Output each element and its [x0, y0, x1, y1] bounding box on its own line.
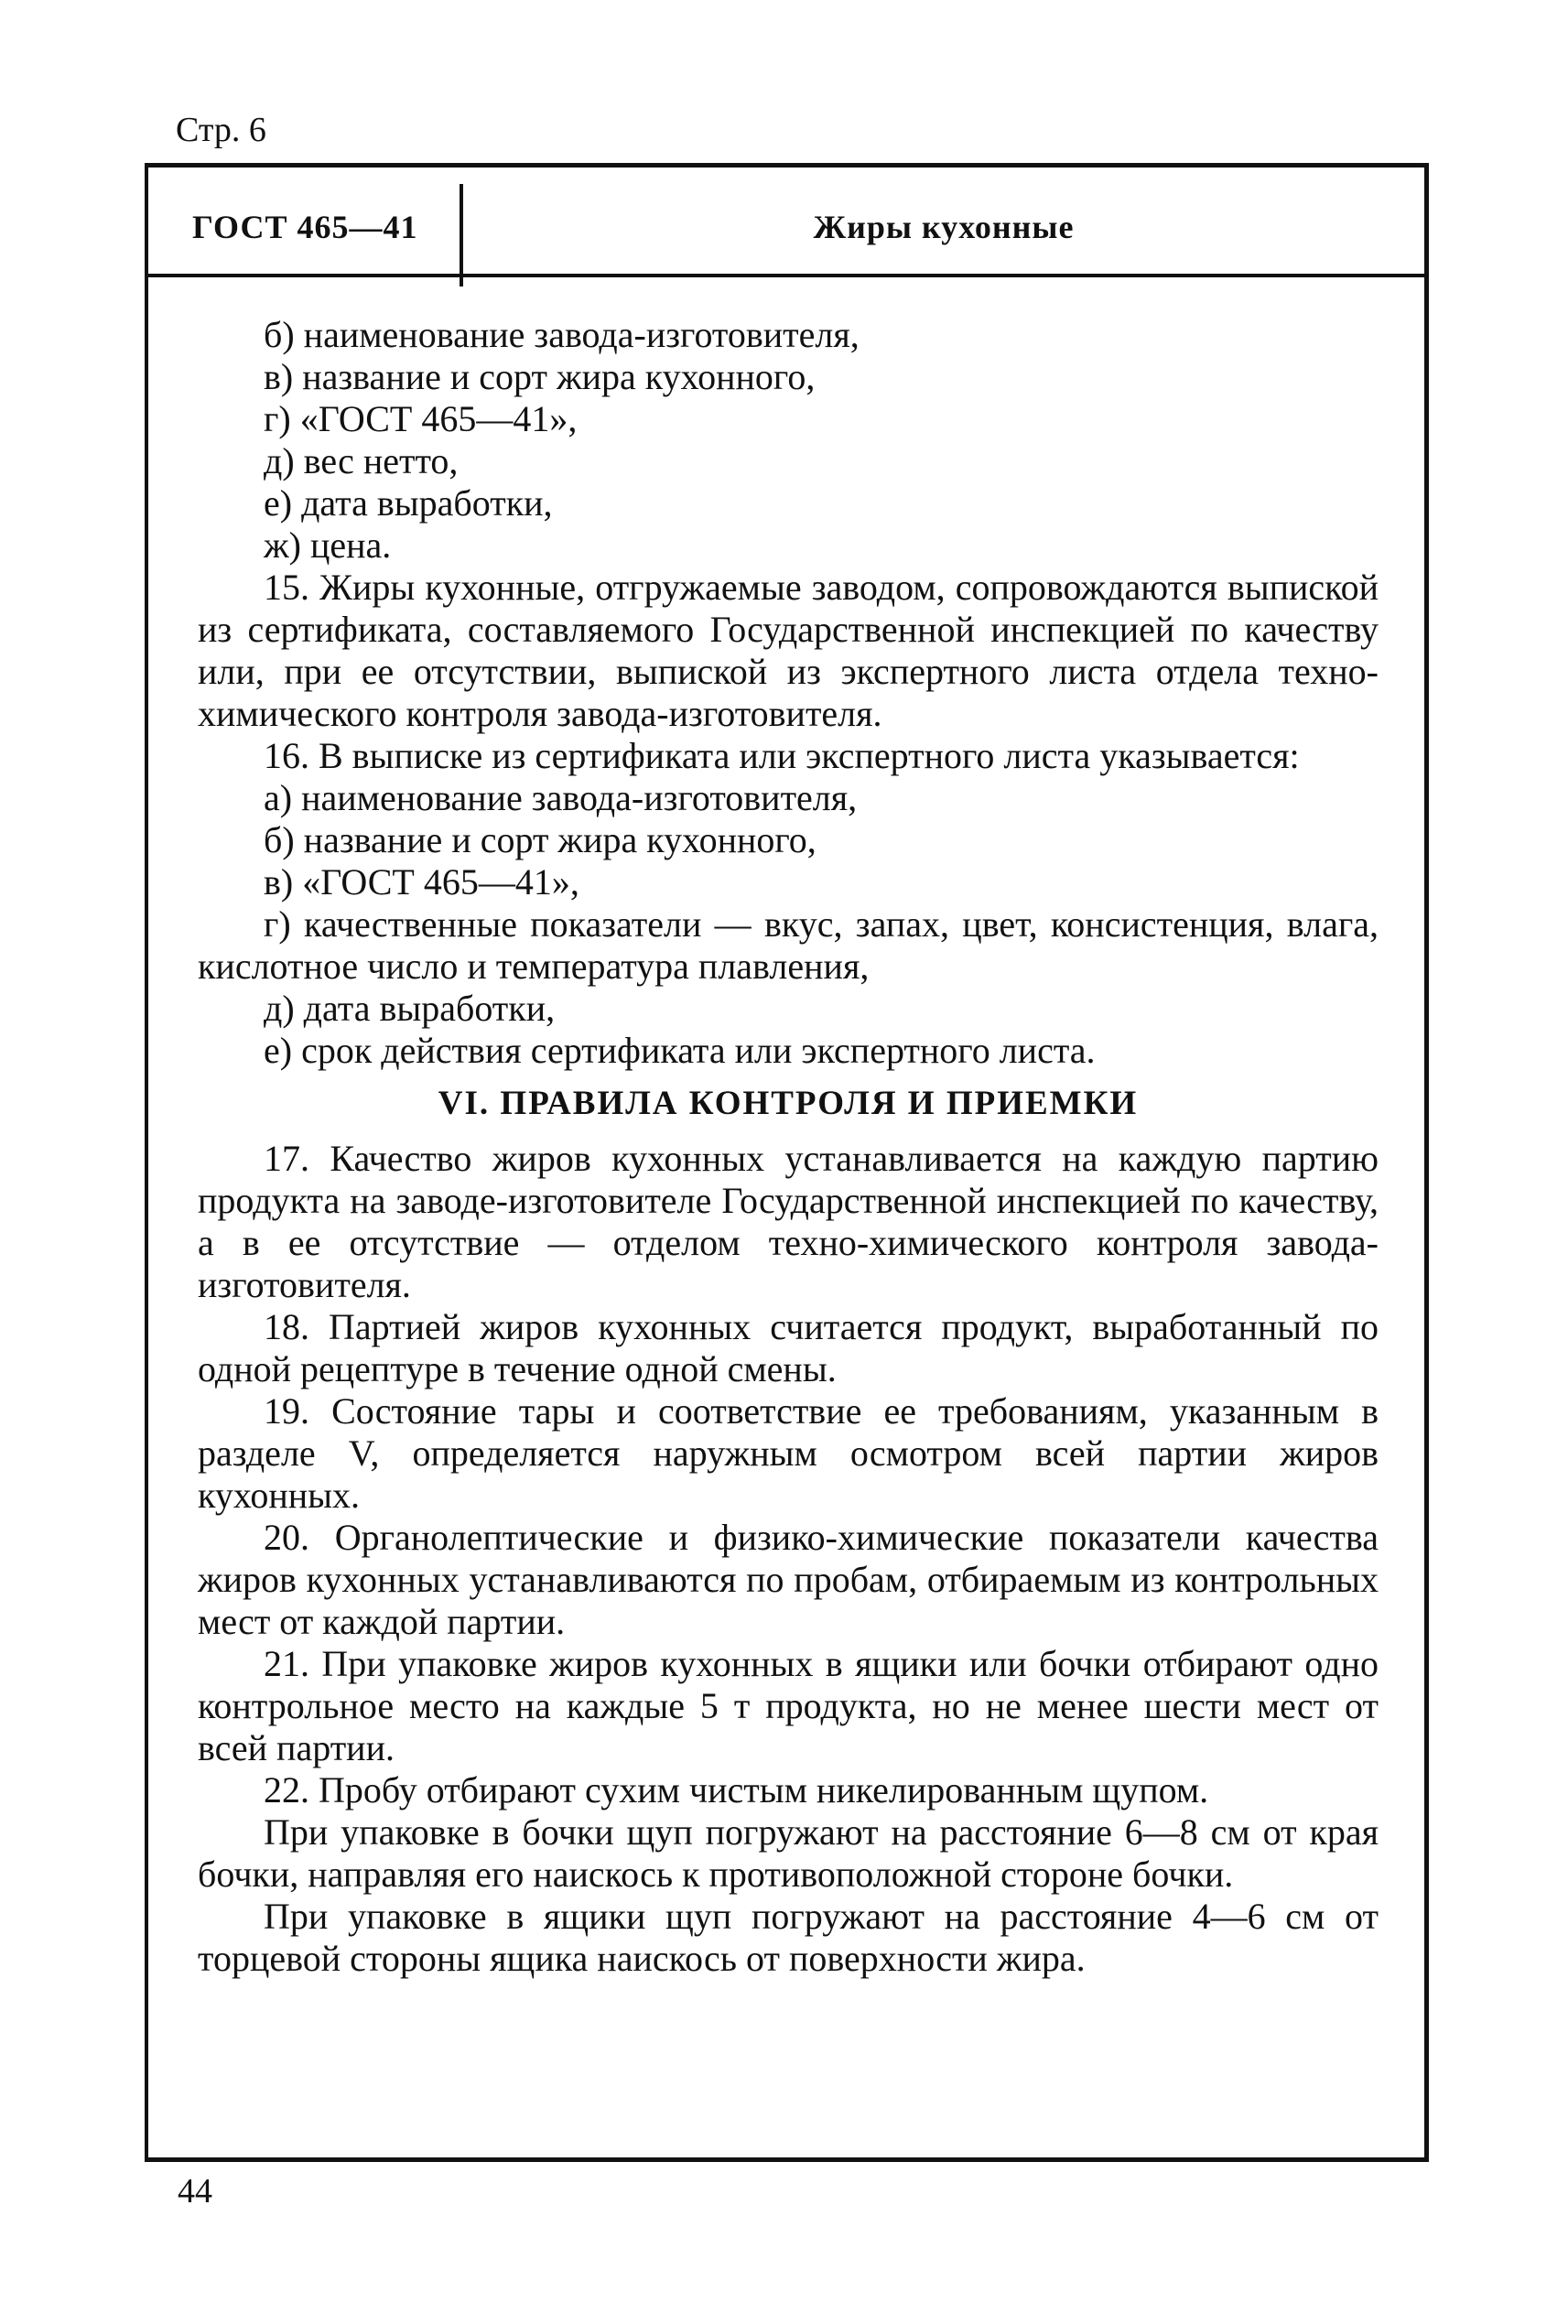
- paragraph-18: 18. Партией жиров кухонных считается продукт, выработанный по одной рецептуре в течение одной смены.: [198, 1306, 1379, 1389]
- page-number: 44: [178, 2172, 212, 2211]
- list-item: б) название и сорт жира кухонного,: [264, 819, 816, 860]
- section-heading: VI. ПРАВИЛА КОНТРОЛЯ И ПРИЕМКИ: [438, 1085, 1139, 1122]
- list-item: ж) цена.: [264, 524, 392, 566]
- list-item: д) вес нетто,: [264, 440, 459, 481]
- document-body: [198, 314, 1379, 1980]
- list-item: в) название и сорт жира кухонного,: [264, 356, 816, 397]
- document-title: Жиры кухонные: [813, 209, 1075, 245]
- page-header: [148, 168, 1424, 277]
- list-item: е) дата выработки,: [264, 482, 553, 524]
- document-frame: [145, 163, 1429, 2162]
- standard-number: ГОСТ 465—41: [192, 209, 418, 245]
- page-label: Стр. 6: [176, 111, 266, 149]
- list-item: е) срок действия сертификата или экспертного листа.: [264, 1030, 1096, 1071]
- paragraph-22b: При упаковке в ящики щуп погружают на расстояние 4—6 см от торцевой стороны ящика наискось от поверхности жира.: [198, 1896, 1379, 1979]
- paragraph-22: 22. Пробу отбирают сухим чистым никелированным щупом.: [264, 1769, 1209, 1811]
- list-item: г) «ГОСТ 465—41»,: [264, 398, 578, 439]
- list-item: д) дата выработки,: [264, 988, 556, 1029]
- list-item: а) наименование завода-изготовителя,: [264, 777, 858, 818]
- list-item: в) «ГОСТ 465—41»,: [264, 861, 579, 903]
- paragraph-16: 16. В выписке из сертификата или экспертного листа указывается:: [264, 735, 1300, 776]
- paragraph-19: 19. Состояние тары и соответствие ее требованиям, указанным в разделе V, определяется наружным осмотром всей партии жиров кухонных.: [198, 1390, 1379, 1516]
- paragraph-20: 20. Органолептические и физико-химические показатели качества жиров кухонных устанавливаются по пробам, отбираемым из контрольных мест от каждой партии.: [198, 1517, 1379, 1642]
- paragraph-15: 15. Жиры кухонные, отгружаемые заводом, сопровождаются выпиской из сертификата, составляемого Государственной инспекцией по качеству или, при ее отсутствии, выпиской из экспертного листа отдела техно-химического контроля завода-изготовителя.: [198, 567, 1379, 734]
- list-item: г) качественные показатели — вкус, запах, цвет, консистенция, влага, кислотное число и температура плавления,: [198, 903, 1379, 987]
- paragraph-17: 17. Качество жиров кухонных устанавливается на каждую партию продукта на заводе-изготовителе Государственной инспекцией по качеству, а в ее отсутствие — отделом техно-химического контроля завода-изготовителя.: [198, 1138, 1379, 1305]
- paragraph-22a: При упаковке в бочки щуп погружают на расстояние 6—8 см от края бочки, направляя его наискось к противоположной стороне бочки.: [198, 1811, 1379, 1895]
- paragraph-21: 21. При упаковке жиров кухонных в ящики или бочки отбирают одно контрольное место на каждые 5 т продукта, но не менее шести мест от всей партии.: [198, 1643, 1379, 1768]
- list-item: б) наименование завода-изготовителя,: [264, 314, 860, 355]
